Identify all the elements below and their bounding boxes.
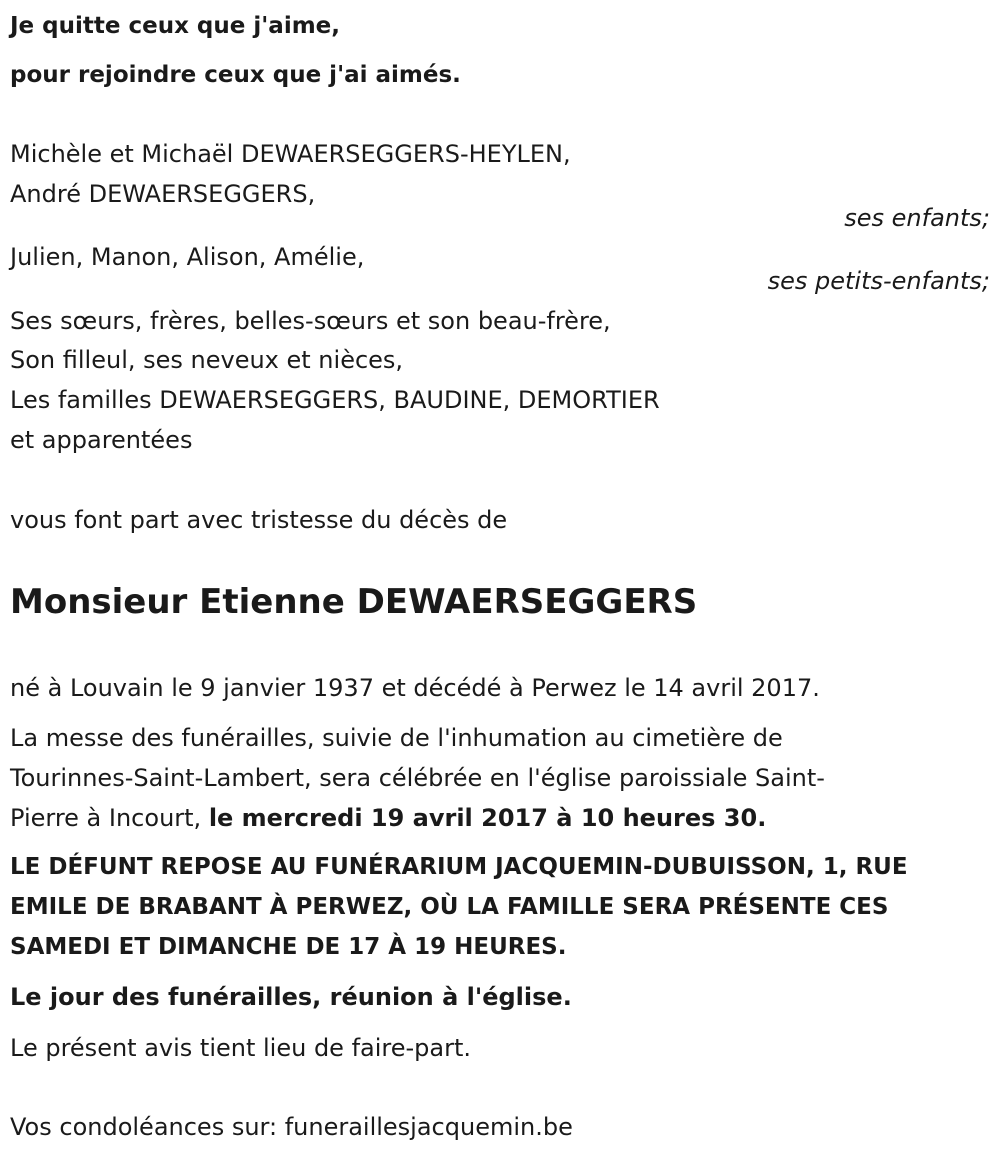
children-role: ses enfants; (844, 204, 990, 232)
ceremony-line-2: Tourinnes-Saint-Lambert, sera célébrée en l'église paroissiale Saint- (10, 764, 825, 792)
ceremony-line-3 (10, 798, 766, 838)
notice: Le présent avis tient lieu de faire-part. (10, 1034, 472, 1062)
ceremony-datetime: le mercredi 19 avril 2017 à 10 heures 30. (208, 804, 767, 832)
ceremony-location: Pierre à Incourt, (10, 804, 209, 832)
birth-death: né à Louvain le 9 janvier 1937 et décédé à Perwez le 14 avril 2017. (10, 674, 820, 702)
family-line-3: Les familles DEWAERSEGGERS, BAUDINE, DEMORTIER (10, 386, 660, 414)
grandchildren-names: Julien, Manon, Alison, Amélie, (10, 243, 365, 271)
rest-line-3: SAMEDI ET DIMANCHE DE 17 À 19 HEURES. (10, 934, 567, 960)
quote-line-1: Je quitte ceux que j'aime, (10, 13, 341, 39)
family-line-4: et apparentées (10, 426, 193, 454)
children-names-2: André DEWAERSEGGERS, (10, 180, 316, 208)
grandchildren-role: ses petits-enfants; (767, 267, 990, 295)
family-line-1: Ses sœurs, frères, belles-sœurs et son beau-frère, (10, 307, 611, 335)
quote-line-2: pour rejoindre ceux que j'ai aimés. (10, 62, 461, 88)
deceased-name: Monsieur Etienne DEWAERSEGGERS (10, 582, 698, 622)
condolences: Vos condoléances sur: funeraillesjacquemin.be (10, 1113, 573, 1141)
family-line-2: Son filleul, ses neveux et nièces, (10, 346, 404, 374)
gathering: Le jour des funérailles, réunion à l'église. (10, 983, 572, 1011)
rest-line-1: LE DÉFUNT REPOSE AU FUNÉRARIUM JACQUEMIN-DUBUISSON, 1, RUE (10, 854, 908, 880)
ceremony-line-1: La messe des funérailles, suivie de l'inhumation au cimetière de (10, 724, 783, 752)
announcement: vous font part avec tristesse du décès de (10, 506, 508, 534)
children-names-1: Michèle et Michaël DEWAERSEGGERS-HEYLEN, (10, 140, 571, 168)
rest-line-2: EMILE DE BRABANT À PERWEZ, OÙ LA FAMILLE SERA PRÉSENTE CES (10, 894, 889, 920)
